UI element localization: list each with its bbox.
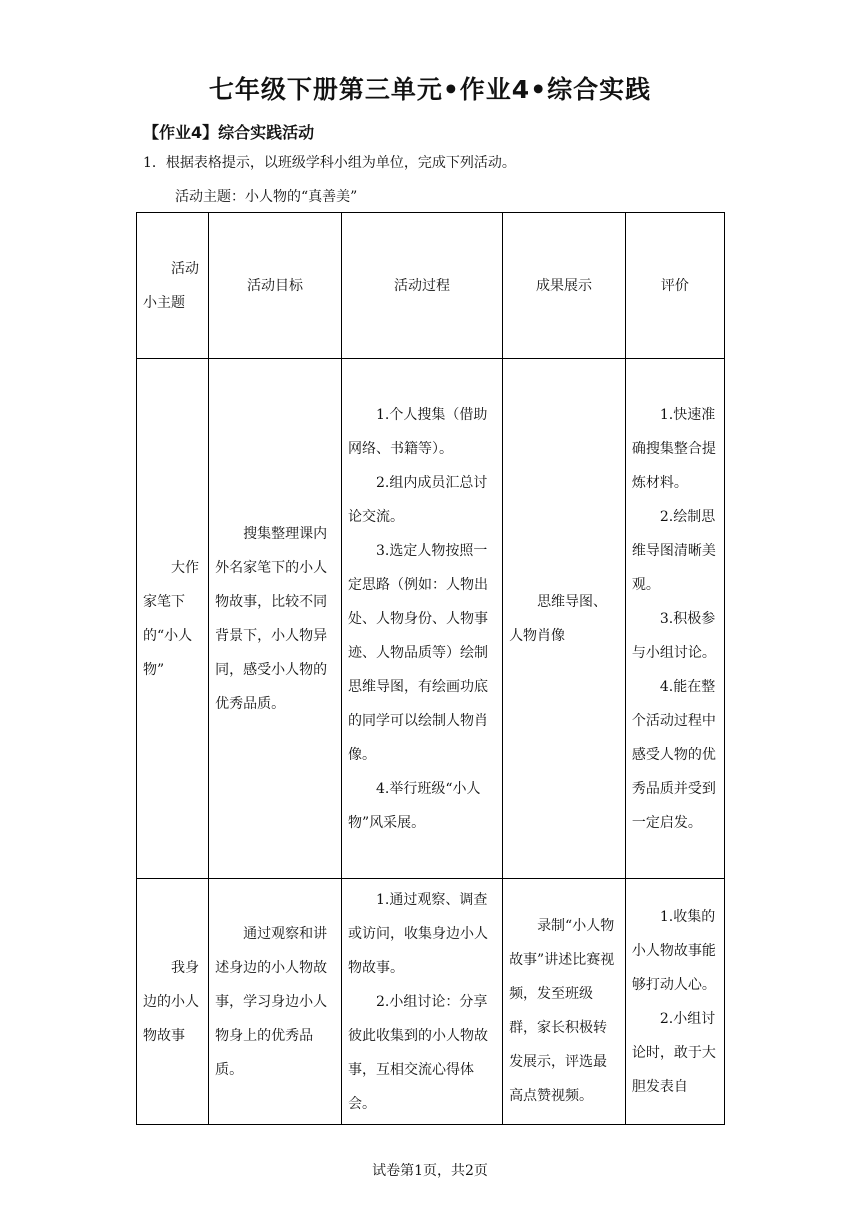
process-step: 2.小组讨论：分享彼此收集到的小人物故事，互相交流心得体会。 bbox=[347, 993, 488, 1112]
process-step: 1.个人搜集（借助网络、书籍等）。 bbox=[347, 406, 488, 457]
section-heading: 【作业4】综合实践活动 bbox=[143, 123, 315, 142]
cell-goal: 通过观察和讲述身边的小人物故事，学习身边小人物身上的优秀品质。 bbox=[209, 879, 342, 1125]
evaluation-item: 3.积极参与小组讨论。 bbox=[631, 610, 716, 661]
evaluation-item: 1.快速准确搜集整合提炼材料。 bbox=[631, 406, 716, 491]
header-process: 活动过程 bbox=[341, 213, 502, 359]
process-step: 1.通过观察、调查或访问，收集身边小人物故事。 bbox=[347, 891, 488, 976]
header-subtheme: 活动小主题 bbox=[137, 213, 209, 359]
cell-process bbox=[341, 879, 502, 1125]
cell-evaluation bbox=[625, 879, 724, 1125]
process-step: 3.选定人物按照一定思路（例如：人物出处、人物身份、人物事迹、人物品质等）绘制思维导图，有绘画功底的同学可以绘制人物肖像。 bbox=[347, 542, 488, 763]
page-footer: 试卷第1页，共2页 bbox=[372, 1163, 488, 1179]
cell-subtheme: 大作家笔下的“小人物” bbox=[137, 359, 209, 879]
cell-subtheme: 我身边的小人物故事 bbox=[137, 879, 209, 1125]
cell-goal: 搜集整理课内外名家笔下的小人物故事，比较不同背景下，小人物异同，感受小人物的优秀品质。 bbox=[209, 359, 342, 879]
process-step: 2.组内成员汇总讨论交流。 bbox=[347, 474, 488, 525]
question-text: 1．根据表格提示，以班级学科小组为单位，完成下列活动。 bbox=[143, 155, 516, 171]
evaluation-item: 2.绘制思维导图清晰美观。 bbox=[631, 508, 716, 593]
evaluation-item: 2.小组讨论时，敢于大胆发表自 bbox=[631, 1010, 716, 1095]
header-result: 成果展示 bbox=[503, 213, 626, 359]
table-row bbox=[137, 359, 725, 879]
cell-evaluation bbox=[625, 359, 724, 879]
cell-result: 录制“小人物故事”讲述比赛视频，发至班级群，家长积极转发展示，评选最高点赞视频。 bbox=[503, 879, 626, 1125]
table-row bbox=[137, 879, 725, 1125]
header-evaluation: 评价 bbox=[625, 213, 724, 359]
page-title: 七年级下册第三单元•作业4•综合实践 bbox=[208, 75, 652, 104]
header-goal: 活动目标 bbox=[209, 213, 342, 359]
cell-result: 思维导图、人物肖像 bbox=[503, 359, 626, 879]
cell-process bbox=[341, 359, 502, 879]
evaluation-item: 4.能在整个活动过程中感受人物的优秀品质并受到一定启发。 bbox=[631, 678, 716, 831]
activity-table bbox=[136, 212, 725, 1125]
evaluation-item: 1.收集的小人物故事能够打动人心。 bbox=[631, 908, 716, 993]
table-header-row bbox=[137, 213, 725, 359]
process-step: 4.举行班级“小人物”风采展。 bbox=[347, 780, 481, 831]
activity-theme: 活动主题：小人物的“真善美” bbox=[175, 189, 358, 205]
